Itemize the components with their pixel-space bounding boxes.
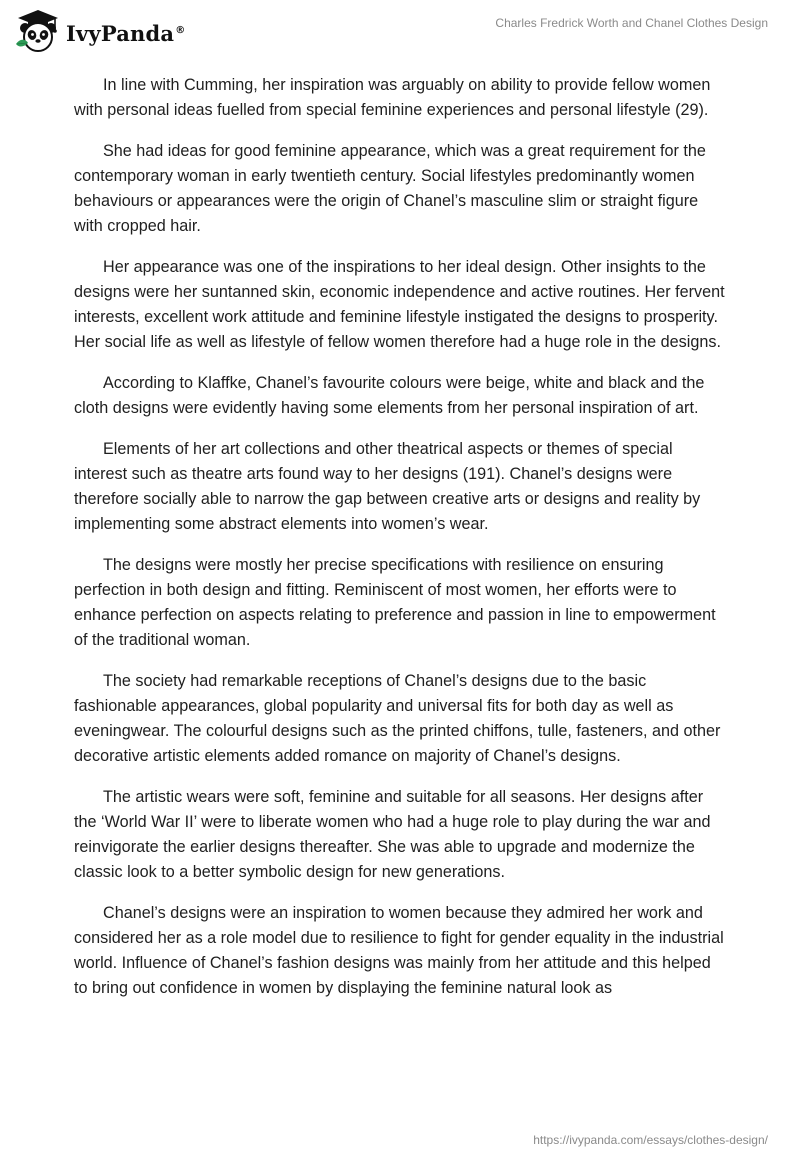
paragraph: The designs were mostly her precise specifications with resilience on ensuring perfection in both design and fitting. Reminiscent of most women, her efforts were to enhance perfection on aspects relating to preference and passion in line to empowerment of the traditional woman.	[74, 556, 716, 649]
paragraph: Her appearance was one of the inspirations to her ideal design. Other insights to the designs were her suntanned skin, economic independence and active routines. Her fervent interests, excellent work attitude and feminine lifestyle instigated the designs to prosperity. Her social life as well as lifestyle of fellow women therefore had a huge role in the designs.	[74, 258, 725, 351]
brand-name: IvyPanda®	[66, 20, 186, 46]
page-header	[0, 0, 800, 60]
paragraph: Chanel’s designs were an inspiration to women because they admired her work and considered her as a role model due to resilience to fight for gender equality in the industrial world. Influence of Chanel’s fashion designs was mainly from her attitude and this helped to bring out confidence in women by displaying the feminine natural look as	[74, 904, 724, 997]
paragraph: According to Klaffke, Chanel’s favourite colours were beige, white and black and the cloth designs were evidently having some elements from her personal inspiration of art.	[74, 374, 705, 417]
source-url[interactable]: https://ivypanda.com/essays/clothes-design/	[533, 1133, 768, 1147]
brand-logo[interactable]	[14, 8, 185, 54]
paragraph: She had ideas for good feminine appearance, which was a great requirement for the contemporary woman in early twentieth century. Social lifestyles predominantly women behaviours or appearances were the origin of Chanel’s masculine slim or straight figure with cropped hair.	[74, 142, 706, 235]
registered-mark: ®	[175, 24, 186, 36]
paragraph: In line with Cumming, her inspiration was arguably on ability to provide fellow women with personal ideas fuelled from special feminine experiences and personal lifestyle (29).	[74, 76, 711, 119]
paragraph: The artistic wears were soft, feminine and suitable for all seasons. Her designs after the ‘World War II’ were to liberate women who had a huge role to play during the war and reinvigorate the earlier designs thereafter. She was able to upgrade and modernize the classic look to a better symbolic design for new generations.	[74, 788, 711, 881]
paragraph: Elements of her art collections and other theatrical aspects or themes of special interest such as theatre arts found way to her designs (191). Chanel’s designs were therefore socially able to narrow the gap between creative arts or designs and reality by implementing some abstract elements into women’s wear.	[74, 440, 701, 533]
panda-graduation-cap-icon	[14, 8, 62, 54]
essay-body	[74, 73, 726, 1017]
document-title: Charles Fredrick Worth and Chanel Clothes Design	[495, 16, 768, 30]
paragraph: The society had remarkable receptions of Chanel’s designs due to the basic fashionable appearances, global popularity and universal fits for both day as well as eveningwear. The colourful designs such as the printed chiffons, tulle, fasteners, and other decorative artistic elements added romance on majority of Chanel’s designs.	[74, 672, 721, 765]
